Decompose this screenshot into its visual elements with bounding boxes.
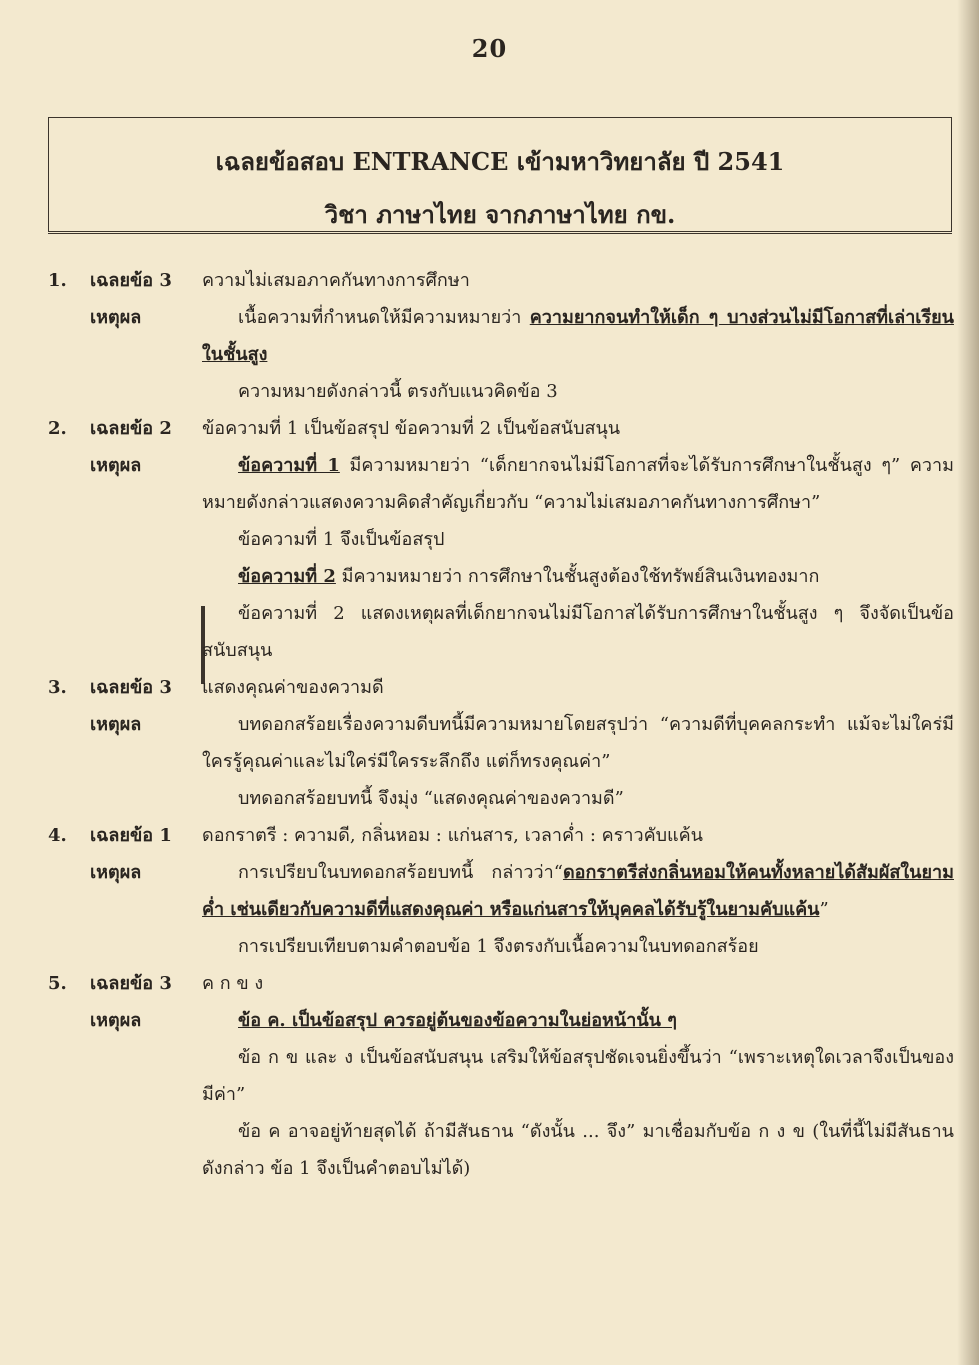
reason-paragraph: บทดอกสร้อยเรื่องความดีบทนี้มีความหมายโดยสรุปว่า “ความดีที่บุคคลกระทำ แม้จะไม่ใคร่มีใครรู้คุณค่าและไม่ใคร่มีใครระลึกถึง แต่ก็ทรงคุณค่า” [202, 714, 954, 772]
answer-label: เฉลยข้อ 1 [90, 825, 172, 846]
answer-text: ข้อความที่ 1 เป็นข้อสรุป ข้อความที่ 2 เป็นข้อสนับสนุน [202, 418, 621, 439]
answer-label: เฉลยข้อ 2 [90, 418, 172, 439]
title-line-1: เฉลยข้อสอบ ENTRANCE เข้ามหาวิทยาลัย ปี 2541 [215, 147, 785, 176]
page-edge-shadow [957, 0, 979, 1365]
reason-row-2 [48, 447, 954, 521]
answer-row-1 [48, 262, 954, 299]
reason-paragraph: บทดอกสร้อยบทนี้ จึงมุ่ง “แสดงคุณค่าของความดี” [238, 788, 624, 809]
item-number: 4. [48, 825, 67, 846]
item-number: 2. [48, 418, 67, 439]
answer-text: ค ก ข ง [202, 973, 264, 994]
reason-paragraph: ข้อความที่ 1 มีความหมายว่า “เด็กยากจนไม่มีโอกาสที่จะได้รับการศึกษาในชั้นสูง ๆ” ความหมายดังกล่าวแสดงความคิดสำคัญเกี่ยวกับ “ความไม่เสมอภาคกันทางการศึกษา” [202, 455, 954, 513]
answer-row-3 [48, 669, 954, 706]
answer-list [48, 262, 954, 1187]
reason-row-1 [48, 299, 954, 373]
reason-paragraph: ข้อ ค. เป็นข้อสรุป ควรอยู่ต้นของข้อความในย่อหน้านั้น ๆ [238, 1010, 677, 1031]
reason-row-3 [48, 706, 954, 780]
reason-row-5 [48, 1002, 954, 1039]
answer-label: เฉลยข้อ 3 [90, 973, 172, 994]
answer-row-4 [48, 817, 954, 854]
reason-paragraph: การเปรียบในบทดอกสร้อยบทนี้ กล่าวว่า“ดอกราตรีส่งกลิ่นหอมให้คนทั้งหลายได้สัมผัสในยามค่ำ เช่นเดียวกับความดีที่แสดงคุณค่า หรือแก่นสารให้บุคคลได้รับรู้ในยามคับแค้น” [202, 862, 954, 920]
answer-text: ความไม่เสมอภาคกันทางการศึกษา [202, 270, 470, 291]
reason-label: เหตุผล [90, 1010, 142, 1031]
reason-label: เหตุผล [90, 455, 142, 476]
reason-paragraph: ข้อ ก ข และ ง เป็นข้อสนับสนุน เสริมให้ข้อสรุปชัดเจนยิ่งขึ้นว่า “เพราะเหตุใดเวลาจึงเป็นของมีค่า” [202, 1047, 954, 1105]
reason-row-4 [48, 854, 954, 928]
title-line-2: วิชา ภาษาไทย จากภาษาไทย กข. [324, 200, 676, 229]
reason-label: เหตุผล [90, 714, 142, 735]
reason-label: เหตุผล [90, 862, 142, 883]
header-rule [48, 233, 952, 234]
reason-label: เหตุผล [90, 307, 142, 328]
page-number: 20 [471, 34, 508, 63]
item-number: 5. [48, 973, 67, 994]
reason-paragraph: ข้อความที่ 2 มีความหมายว่า การศึกษาในชั้นสูงต้องใช้ทรัพย์สินเงินทองมาก [238, 566, 820, 587]
title-box [48, 117, 952, 232]
item-number: 3. [48, 677, 67, 698]
reason-paragraph: ข้อความที่ 2 แสดงเหตุผลที่เด็กยากจนไม่มีโอกาสได้รับการศึกษาในชั้นสูง ๆ จึงจัดเป็นข้อสนับสนุน [202, 603, 954, 661]
answer-text: แสดงคุณค่าของความดี [202, 677, 384, 698]
answer-label: เฉลยข้อ 3 [90, 270, 172, 291]
reason-paragraph: ข้อ ค อาจอยู่ท้ายสุดได้ ถ้ามีสันธาน “ดังนั้น ... จึง” มาเชื่อมกับข้อ ก ง ข (ในที่นี้ไม่มีสันธานดังกล่าว ข้อ 1 จึงเป็นคำตอบไม่ได้) [202, 1121, 954, 1179]
answer-row-2 [48, 410, 954, 447]
answer-row-5 [48, 965, 954, 1002]
answer-text: ดอกราตรี : ความดี, กลิ่นหอม : แก่นสาร, เวลาค่ำ : คราวคับแค้น [202, 825, 703, 846]
reason-paragraph: ข้อความที่ 1 จึงเป็นข้อสรุป [238, 529, 445, 550]
answer-label: เฉลยข้อ 3 [90, 677, 172, 698]
reason-paragraph: เนื้อความที่กำหนดให้มีความหมายว่า ความยากจนทำให้เด็ก ๆ บางส่วนไม่มีโอกาสที่เล่าเรียนในชั้นสูง [202, 307, 954, 365]
item-number: 1. [48, 270, 67, 291]
reason-paragraph: การเปรียบเทียบตามคำตอบข้อ 1 จึงตรงกับเนื้อความในบทดอกสร้อย [238, 936, 759, 957]
reason-paragraph: ความหมายดังกล่าวนี้ ตรงกับแนวคิดข้อ 3 [238, 381, 558, 402]
